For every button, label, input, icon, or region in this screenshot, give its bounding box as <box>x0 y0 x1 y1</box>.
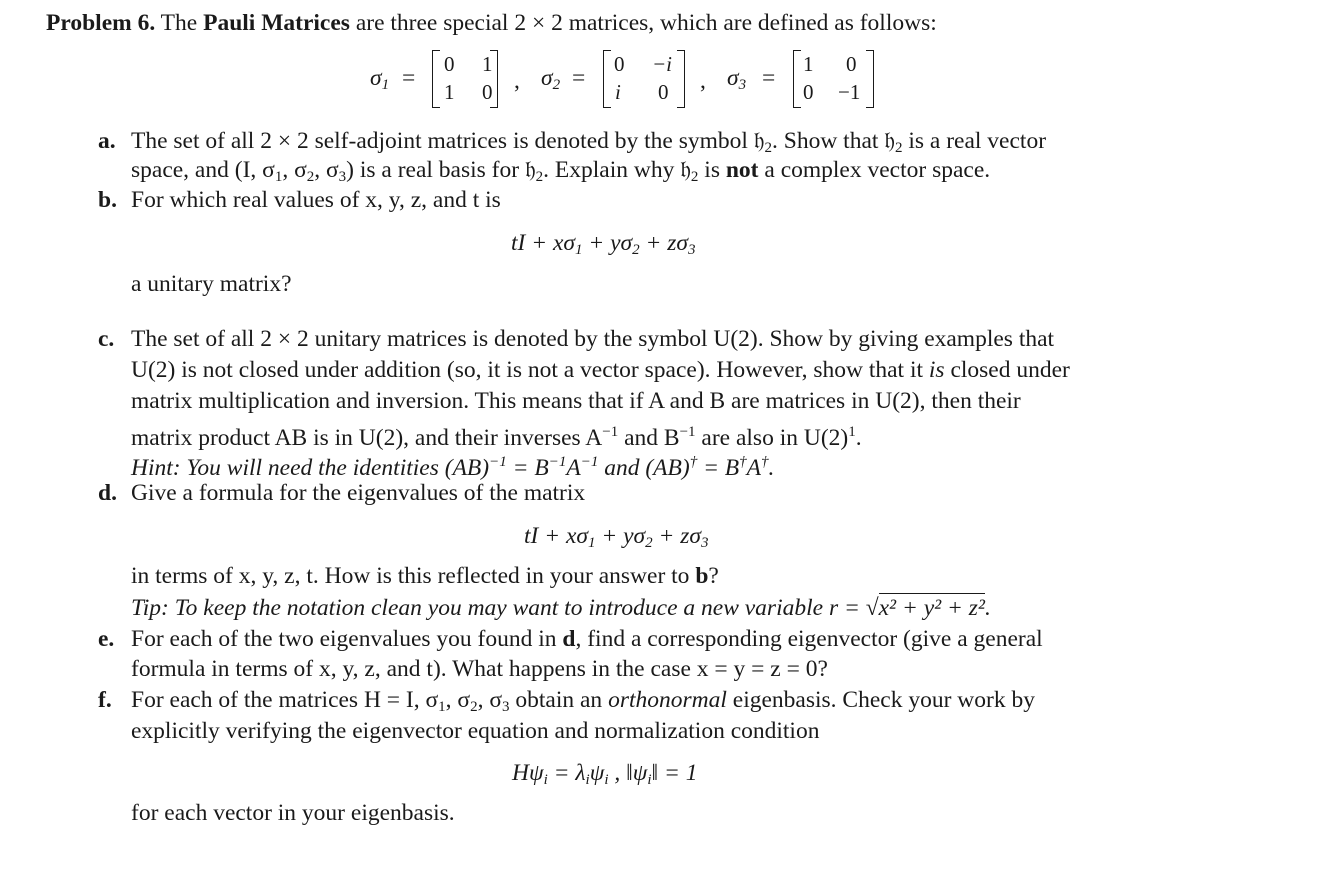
matrix-separator: , <box>514 68 520 94</box>
part-f-line-2: explicitly verifying the eigenvector equation and normalization condition <box>131 718 820 744</box>
sigma2-cell: 0 <box>658 80 669 104</box>
part-f-line-1: For each of the matrices H = I, $\sigma_1$, $\sigma_2$, $\sigma_3$ obtain an orthonormal eigenbasis. Check your work by <box>131 687 1035 715</box>
sigma2-right-bracket <box>677 50 685 108</box>
sigma2-left-bracket <box>603 50 611 108</box>
sigma1-left-bracket <box>432 50 440 108</box>
part-a-label: a. <box>98 128 116 154</box>
problem-label: Problem 6. <box>46 10 156 36</box>
matrix-separator: , <box>700 68 706 94</box>
part-b-line-1: For which real values of x, y, z, and t is <box>131 187 501 213</box>
sigma1-cell: 0 <box>482 80 493 104</box>
part-b-display-equation: tI + $x\sigma_1 + y\sigma_2 + z\sigma_3$ <box>511 230 696 258</box>
part-e-line-1: For each of the two eigenvalues you found in d, find a corresponding eigenvector (give a general <box>131 626 1043 652</box>
part-b-label: b. <box>98 187 117 213</box>
part-d-tip: Tip: To keep the notation clean you may want to introduce a new variable r = √x² + y² + z². <box>131 595 991 621</box>
sigma1-cell: 1 <box>444 80 455 104</box>
problem-intro-rest: are three special 2 × 2 matrices, which are defined as follows: <box>355 10 937 36</box>
part-b-after: a unitary matrix? <box>131 271 292 297</box>
radical-argument: x² + y² + z² <box>878 595 985 621</box>
sigma1-equals: = <box>402 65 416 91</box>
part-c-line-4: matrix product AB is in U(2), and their inverses $A^{-1}$ and $B^{-1}$ are also in $U(2)^1$. <box>131 424 862 451</box>
sigma3-equals: = <box>762 65 776 91</box>
problem-term: Pauli Matrices <box>203 10 350 36</box>
sigma1-cell: 1 <box>482 52 493 76</box>
part-f-label: f. <box>98 687 112 713</box>
problem-heading <box>46 8 937 38</box>
part-f-display-equation: $H\psi_i = \lambda_i\psi_i$ , $‖\psi_i‖ = 1$ <box>512 760 698 788</box>
sigma2-name: $\sigma_2$ <box>541 65 561 93</box>
part-c-line-3: matrix multiplication and inversion. This means that if A and B are matrices in U(2), then their <box>131 388 1021 414</box>
part-d-display-equation: tI + $x\sigma_1 + y\sigma_2 + z\sigma_3$ <box>524 523 709 551</box>
sigma1-cell: 0 <box>444 52 455 76</box>
part-c-line-1: The set of all 2 × 2 unitary matrices is denoted by the symbol U(2). Show by giving examples that <box>131 326 1055 352</box>
part-e-line-2: formula in terms of x, y, z, and t). What happens in the case x = y = z = 0? <box>131 656 828 682</box>
sigma1-right-bracket <box>490 50 498 108</box>
sigma3-cell: 0 <box>803 80 814 104</box>
part-d-label: d. <box>98 480 117 506</box>
part-a-line-1: The set of all 2 × 2 self-adjoint matrices is denoted by the symbol 𝔥$_2$. Show that 𝔥$_2$ is a real vector <box>131 128 1047 156</box>
sigma3-cell: 0 <box>846 52 857 76</box>
sigma1-name: $\sigma_1$ <box>370 65 390 93</box>
part-a-line-2: space, and (I, $\sigma_1$, $\sigma_2$, $\sigma_3$) is a real basis for 𝔥$_2$. Explain why 𝔥$_2$ is not a complex vector space. <box>131 157 991 185</box>
sigma2-cell: 0 <box>614 52 625 76</box>
part-f-after: for each vector in your eigenbasis. <box>131 800 455 826</box>
part-c-hint: Hint: You will need the identities $(AB)^{-1} = B^{-1}A^{-1}$ and (AB)† = B†A†. <box>131 454 775 481</box>
sigma3-name: $\sigma_3$ <box>727 65 747 93</box>
part-c-label: c. <box>98 326 115 352</box>
sigma3-right-bracket <box>866 50 874 108</box>
sigma2-cell: i <box>615 80 621 104</box>
sigma3-cell: −1 <box>838 80 861 104</box>
sigma2-equals: = <box>572 65 586 91</box>
part-e-label: e. <box>98 626 115 652</box>
sigma3-cell: 1 <box>803 52 814 76</box>
part-d-after: in terms of x, y, z, t. How is this reflected in your answer to b? <box>131 563 719 589</box>
problem-intro-pre: The <box>160 10 198 36</box>
sigma3-left-bracket <box>793 50 801 108</box>
sigma2-cell: −i <box>652 52 673 76</box>
part-d-line-1: Give a formula for the eigenvalues of the matrix <box>131 480 586 506</box>
part-c-line-2: U(2) is not closed under addition (so, it is not a vector space). However, show that it is closed under <box>131 357 1070 383</box>
